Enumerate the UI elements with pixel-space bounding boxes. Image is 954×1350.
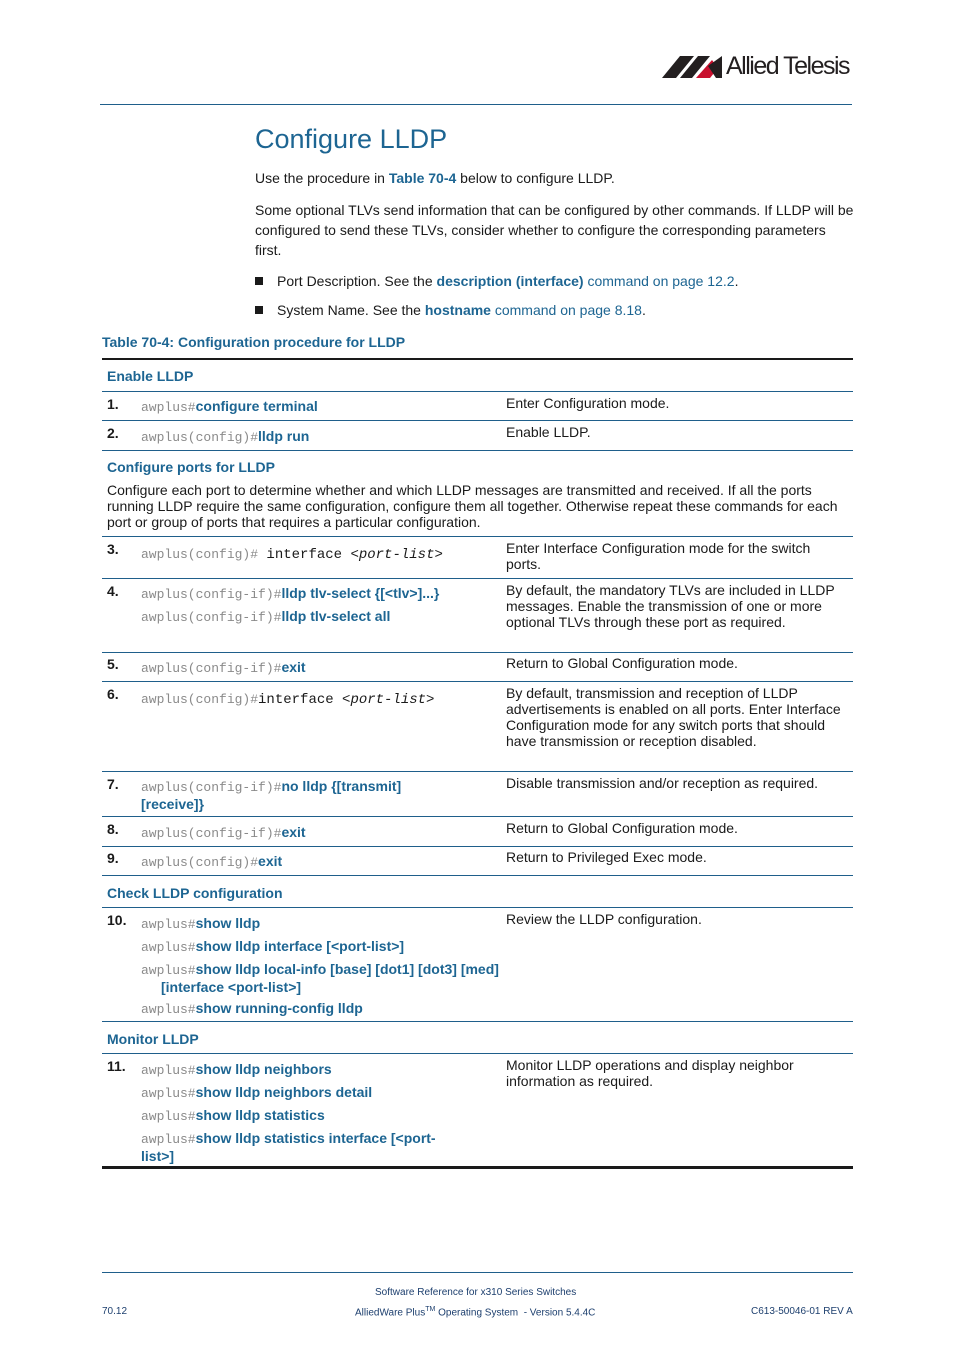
table-caption: Table 70-4: Configuration procedure for LLDP <box>102 334 406 350</box>
command: awplus#show lldp local-info [base] [dot1] [dot3] [med] [interface <port-list>] <box>141 961 499 995</box>
command: awplus(config)#lldp run <box>141 428 310 445</box>
allied-telesis-logo <box>660 50 855 80</box>
row-rule <box>102 1021 853 1022</box>
step-description: Monitor LLDP operations and display neighbor information as required. <box>506 1057 794 1089</box>
row-rule <box>102 771 853 772</box>
step-number: 4. <box>107 583 119 599</box>
command: awplus#show lldp <box>141 915 261 932</box>
intro-line: Use the procedure in Table 70-4 below to configure LLDP. <box>255 170 615 186</box>
bullet-square-icon <box>255 277 263 285</box>
section-heading: Check LLDP configuration <box>107 885 283 901</box>
logo-mark-icon <box>660 54 724 80</box>
step-number: 3. <box>107 541 119 557</box>
command: awplus#show lldp statistics <box>141 1107 325 1124</box>
step-description: Review the LLDP configuration. <box>506 911 702 927</box>
command: awplus(config-if)#lldp tlv-select {[<tlv>]...} <box>141 585 440 602</box>
step-number: 1. <box>107 396 119 412</box>
document-id: C613-50046-01 REV A <box>751 1306 853 1317</box>
step-number: 2. <box>107 425 119 441</box>
row-rule <box>102 420 853 421</box>
step-description: Enable LLDP. <box>506 424 591 440</box>
command: awplus(config)#interface <port-list> <box>141 692 435 708</box>
table-top-rule <box>102 358 853 360</box>
footer-version: AlliedWare Plus™ Operating System - Version 5.4.4C <box>355 1306 596 1319</box>
table-bottom-rule <box>102 1166 853 1169</box>
step-description: Return to Privileged Exec mode. <box>506 849 707 865</box>
row-rule <box>102 652 853 653</box>
row-rule <box>102 875 853 876</box>
section-heading: Enable LLDP <box>107 368 194 384</box>
command: awplus(config)# interface <port-list> <box>141 547 443 563</box>
row-rule <box>102 1053 853 1054</box>
step-description: Return to Global Configuration mode. <box>506 655 738 671</box>
description-link[interactable]: description (interface) <box>436 273 584 289</box>
step-number: 8. <box>107 821 119 837</box>
section-note: Configure each port to determine whether and which LLDP messages are transmitted and received. If all the ports running LLDP require the same configuration, configure them all together. Otherwise repeat these commands for each port or group of ports that requires a particular configuration. <box>107 482 838 530</box>
footer-rule <box>102 1272 853 1273</box>
step-description: By default, the mandatory TLVs are included in LLDP messages. Enable the transmission of one or more optional TLVs through these port as required. <box>506 582 835 630</box>
header-rule <box>100 104 852 105</box>
step-description: By default, transmission and reception of LLDP advertisements is enabled on all ports. Enter Interface Configuration mode for any switch ports that should have transmission or reception disabled. <box>506 685 841 749</box>
section-heading: Monitor LLDP <box>107 1031 199 1047</box>
hostname-link[interactable]: hostname <box>424 302 491 318</box>
row-rule <box>102 536 853 537</box>
command: awplus(config-if)#exit <box>141 659 306 676</box>
section-heading: Configure ports for LLDP <box>107 459 275 475</box>
command: awplus#configure terminal <box>141 398 318 415</box>
row-rule <box>102 681 853 682</box>
step-description: Enter Interface Configuration mode for the switch ports. <box>506 540 811 572</box>
command: awplus(config-if)#exit <box>141 824 306 841</box>
step-number: 5. <box>107 656 119 672</box>
command: awplus#show running-config lldp <box>141 1000 363 1017</box>
page-link[interactable]: command on page 12.2 <box>583 273 735 289</box>
command: awplus(config)#exit <box>141 853 283 870</box>
command: awplus(config-if)#lldp tlv-select all <box>141 608 391 625</box>
step-description: Enter Configuration mode. <box>506 395 670 411</box>
step-number: 7. <box>107 776 119 792</box>
command: awplus#show lldp statistics interface [<port-list>] <box>141 1130 436 1164</box>
step-number: 9. <box>107 850 119 866</box>
step-number: 10. <box>107 912 127 928</box>
command: awplus#show lldp neighbors detail <box>141 1084 373 1101</box>
page-title: Configure LLDP <box>255 124 448 154</box>
bullet-square-icon <box>255 306 263 314</box>
bullet-item: System Name. See the hostname command on page 8.18. <box>255 300 646 320</box>
bullet-item: Port Description. See the description (interface) command on page 12.2. <box>255 271 738 291</box>
intro-paragraph: Some optional TLVs send information that can be configured by other commands. If LLDP will be configured to send these TLVs, consider whether to configure the corresponding parameters first. <box>255 202 854 258</box>
page-number: 70.12 <box>102 1306 128 1317</box>
row-rule <box>102 391 853 392</box>
brand-name: Allied Telesis <box>726 52 850 80</box>
row-rule <box>102 578 853 579</box>
command: awplus#show lldp interface [<port-list>] <box>141 938 405 955</box>
table-link[interactable]: Table 70-4 <box>388 170 457 186</box>
command: awplus#show lldp neighbors <box>141 1061 332 1078</box>
row-rule <box>102 846 853 847</box>
command: awplus(config-if)#no lldp {[transmit] [receive]} <box>141 778 402 812</box>
row-rule <box>102 816 853 817</box>
step-number: 6. <box>107 686 119 702</box>
page-link[interactable]: command on page 8.18 <box>490 302 642 318</box>
row-rule <box>102 907 853 908</box>
step-description: Return to Global Configuration mode. <box>506 820 738 836</box>
footer-title: Software Reference for x310 Series Switches <box>375 1287 577 1298</box>
row-rule <box>102 450 853 451</box>
step-number: 11. <box>107 1058 126 1074</box>
step-description: Disable transmission and/or reception as required. <box>506 775 819 791</box>
